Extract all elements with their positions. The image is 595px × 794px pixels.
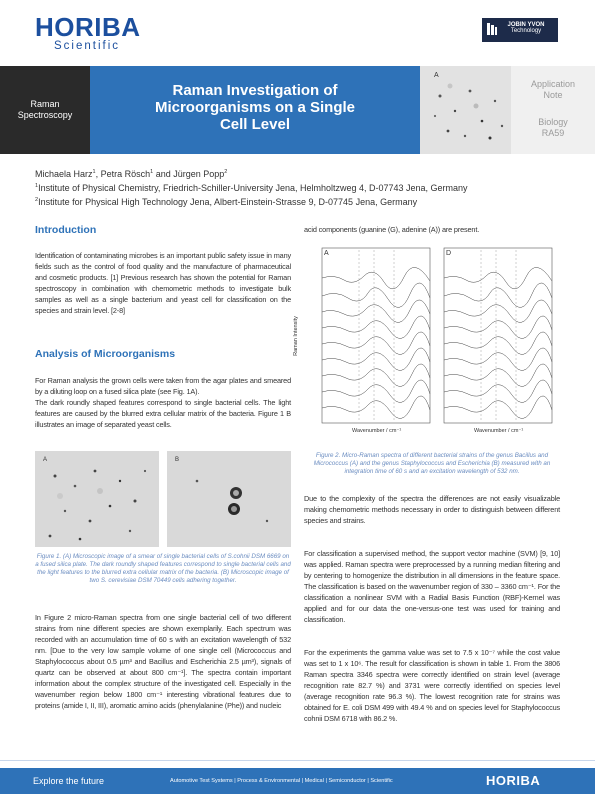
horiba-logo: HORIBA: [35, 12, 141, 42]
figure-2-x-axis-label-a: Wavenumber / cm⁻¹: [352, 428, 402, 434]
analysis-paragraph-2: The dark roundly shaped features correspond to single bacterial cells. The light features are caused by the blurred extra cellular matrix of the bacteria. Figure 1 B illustrates an image of separated yeast cells.: [35, 398, 291, 429]
banner-image-label: A: [434, 72, 439, 79]
introduction-text: Identification of contaminating microbes is an important public safety issue in many fields such as the control of food quality and the manufacture of pharmaceutical and cosmetic products. [1] Previous research has shown the potential for Raman spectroscopy in combination with chemometric methods to investigate bulk samples as well as a single bacterium and yeast cell for classification on the species and strain level. [2-8]: [35, 251, 291, 315]
analysis-paragraph-1: For Raman analysis the grown cells were taken from the agar plates and smeared by a diluting loop on a fused silica plate (see Fig. 1A).: [35, 376, 291, 396]
figure-2-y-axis-label: Raman Intensity: [292, 316, 299, 356]
footer-tagline: Explore the future: [33, 776, 105, 786]
banner-cells-graphic: [420, 66, 511, 154]
title-box: [90, 66, 420, 154]
affiliation-1: $^1$Institute of Physical Chemistry, Friedrich-Schiller-University Jena, Helmholtzweg 4, D-07743 Jena, Germany: [35, 183, 468, 193]
analysis-heading: Analysis of Microorganisms: [35, 348, 176, 360]
note-line2: Note: [543, 90, 563, 100]
figure-1-caption: Figure 1. (A) Microscopic image of a smear of single bacterial cells of S.cohnii DSM 6669 on a fused silica plate. The dark roundly shaped features correspond to single bacterial cells and the light features to the blurred extra cellular matrix of the bacteria. (B) Microscopic image of two S. cerevisiae DSM 70449 cells adhering together.: [35, 553, 291, 584]
partner-name: JOBIN YVON: [507, 22, 545, 28]
title-line3: Cell Level: [219, 116, 291, 133]
figure-1b-image: [167, 451, 291, 547]
figure-1a-cells-graphic: [35, 451, 159, 547]
right-column-paragraph-0: acid components (guanine (G), adenine (A)) are present.: [304, 225, 480, 234]
figure-2-spectra: [292, 238, 560, 446]
authors-block: [35, 166, 468, 208]
partner-tagline: Technology: [510, 28, 542, 34]
note-line4: RA59: [541, 128, 565, 138]
category-box: [0, 66, 90, 154]
right-column-paragraph-3: For the experiments the gamma value was set to 7.5 x 10⁻⁷ while the cost value was set to 1 x 10⁶. The result for classification is shown in table 1. From the 3806 Raman spectra 3346 spectra were correctly identified on strain level (average recognition rate 82.7 %) and 3731 were correctly identified on species level (average recognition rate 96.3 %). The lowest recognition rate for strains was obtained for E. coli DSM 499 with 49.4 % and on species level for Staphylococcus cohnii DSM 6718 with 86.2 %.: [304, 648, 560, 723]
footer-horiba-logo: HORIBA: [486, 773, 541, 788]
jobin-yvon-logo-icon: [486, 22, 498, 36]
figure-2-panel-a-label: A: [324, 250, 329, 257]
footer-links: Automotive Test Systems | Process & Environmental | Medical | Semiconductor | Scientific: [170, 778, 393, 784]
figure-2-caption: Figure 2. Micro-Raman spectra of different bacterial strains of the genus Bacillus and Micrococcus (A) and the genus Staphylococcus and Escherichia (B) measured with an integration time of 60 s and an excitation wavelength of 532 nm.: [313, 452, 551, 475]
author-names: Michaela Harz$^1$, Petra Rösch$^1$ and Jürgen Popp$^2$: [35, 169, 228, 179]
title-line1: Raman Investigation of: [172, 82, 338, 99]
figure-2-spectra-graphic: [304, 238, 560, 446]
affiliation-2: $^2$Institute for Physical High Technology Jena, Albert-Einstein-Strasse 9, D-07745 Jena, Germany: [35, 197, 418, 207]
jobin-yvon-badge: [482, 18, 558, 42]
category-line2: Spectroscopy: [17, 110, 73, 120]
category-line1: Raman: [30, 99, 60, 109]
figure-1b-cells-graphic: [167, 451, 291, 547]
title-line2: Microorganisms on a Single: [154, 99, 356, 116]
figure-2-x-axis-label-d: Wavenumber / cm⁻¹: [474, 428, 524, 434]
banner-microscope-image: [420, 66, 511, 154]
figure-1a-image: [35, 451, 159, 547]
application-note-box: [511, 66, 595, 154]
note-line1: Application: [530, 79, 576, 89]
analysis-paragraph-3: In Figure 2 micro-Raman spectra from one single bacterial cell of two different strains from nine different species are shown exemplarily. Each spectrum was recorded with an accumulation time of 60 s with an excitation wavelength of 532 nm. [Due to the very low sample volume of one single cell (Micrococcus and Staphylococcus about 0.5 µm³ and Bacillus and Escherichia 2.5 µm³), signals of quartz can be observed at about 800 cm⁻¹]. The spectra contain important information about the complex structure of the investigated cell. Especially in the wavenumber region below 1800 cm⁻¹ interesting vibrational features due to proteins (amide I, II, III), aromatic amino acids (phenylalanine (Phe)) and nucleic: [35, 613, 291, 710]
horiba-logo-subtitle: Scientific: [54, 40, 121, 52]
note-line3: Biology: [538, 117, 568, 127]
footer-divider: [0, 760, 595, 761]
figure-1b-label: B: [175, 457, 180, 463]
introduction-heading: Introduction: [35, 224, 97, 236]
right-column-paragraph-2: For classification a supervised method, the support vector machine (SVM) [9, 10] was applied. Raman spectra were preprocessed by a running median filtering and by centering to homogenize the distribution in all dimensions in the feature space. The classification is based on the wavenumber region of 330 – 3360 cm⁻¹. For the classification a nonlinear SVM with a Radial Basis Function (RBF)-Kernel was applied and for our data the one-versus-one test was used for training and classification.: [304, 549, 560, 624]
figure-1a-label: A: [43, 457, 48, 463]
right-column-paragraph-1: Due to the complexity of the spectra the differences are not easily visualizable making chemometric methods necessary in order to distinguish between different species and strains.: [304, 494, 560, 525]
figure-2-panel-d-label: D: [446, 250, 452, 257]
